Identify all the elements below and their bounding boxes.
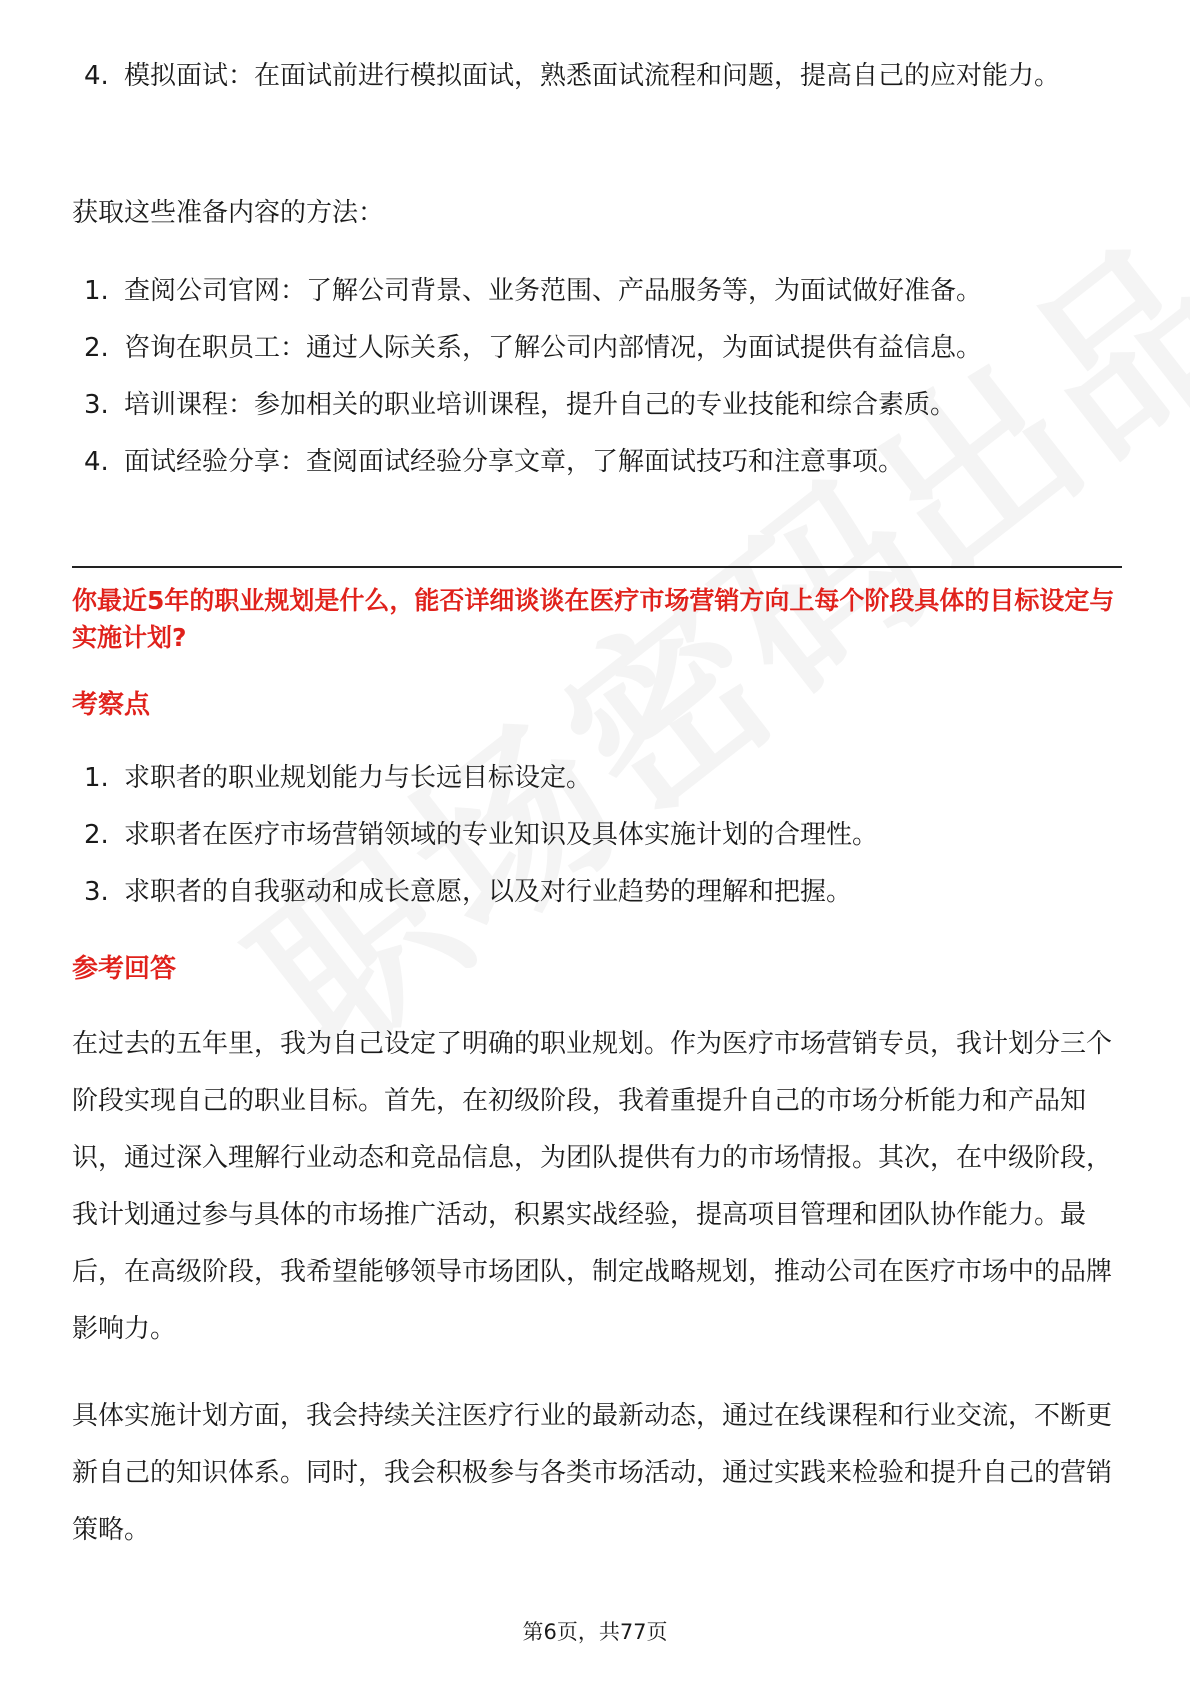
prep-list-continued (84, 48, 1134, 105)
list-item-number: 3. (84, 877, 109, 907)
list-item-number: 3. (84, 390, 109, 420)
list-item-text: 查阅公司官网：了解公司背景、业务范围、产品服务等，为面试做好准备。 (124, 276, 983, 306)
answer-heading: 参考回答 (72, 954, 177, 984)
list-item (84, 807, 1134, 864)
list-item-text: 咨询在职员工：通过人际关系，了解公司内部情况，为面试提供有益信息。 (124, 333, 983, 363)
list-item-number: 1. (84, 763, 109, 793)
list-item-text: 模拟面试：在面试前进行模拟面试，熟悉面试流程和问题，提高自己的应对能力。 (124, 61, 1061, 91)
list-item (84, 750, 1134, 807)
methods-list (84, 263, 1134, 491)
list-item-text: 求职者的职业规划能力与长远目标设定。 (124, 763, 593, 793)
focus-list (84, 750, 1134, 921)
list-item (84, 377, 1134, 434)
list-item (84, 48, 1134, 105)
page-number-footer: 第6页，共77页 (522, 1620, 668, 1644)
list-item (84, 263, 1134, 320)
list-item-number: 4. (84, 61, 109, 91)
list-item (84, 864, 1134, 921)
methods-intro: 获取这些准备内容的方法： (72, 198, 385, 228)
list-item-text: 面试经验分享：查阅面试经验分享文章，了解面试技巧和注意事项。 (124, 447, 905, 477)
list-item-text: 求职者在医疗市场营销领域的专业知识及具体实施计划的合理性。 (124, 820, 879, 850)
list-item-number: 2. (84, 333, 109, 363)
section-divider (72, 566, 1122, 568)
list-item (84, 434, 1134, 491)
list-item-number: 2. (84, 820, 109, 850)
question-heading: 你最近5年的职业规划是什么，能否详细谈谈在医疗市场营销方向上每个阶段具体的目标设定与实施计划? (72, 586, 1115, 652)
answer-paragraph-2: 具体实施计划方面，我会持续关注医疗行业的最新动态，通过在线课程和行业交流，不断更新自己的知识体系。同时，我会积极参与各类市场活动，通过实践来检验和提升自己的营销策略。 (72, 1401, 1113, 1545)
list-item-number: 1. (84, 276, 109, 306)
list-item-text: 求职者的自我驱动和成长意愿，以及对行业趋势的理解和把握。 (124, 877, 853, 907)
list-item-text: 培训课程：参加相关的职业培训课程，提升自己的专业技能和综合素质。 (124, 390, 957, 420)
list-item-number: 4. (84, 447, 109, 477)
focus-heading: 考察点 (72, 690, 151, 720)
answer-paragraph-1: 在过去的五年里，我为自己设定了明确的职业规划。作为医疗市场营销专员，我计划分三个阶段实现自己的职业目标。首先，在初级阶段，我着重提升自己的市场分析能力和产品知识，通过深入理解行业动态和竞品信息，为团队提供有力的市场情报。其次，在中级阶段，我计划通过参与具体的市场推广活动，积累实战经验，提高项目管理和团队协作能力。最后，在高级阶段，我希望能够领导市场团队，制定战略规划，推动公司在医疗市场中的品牌影响力。 (72, 1029, 1113, 1344)
list-item (84, 320, 1134, 377)
